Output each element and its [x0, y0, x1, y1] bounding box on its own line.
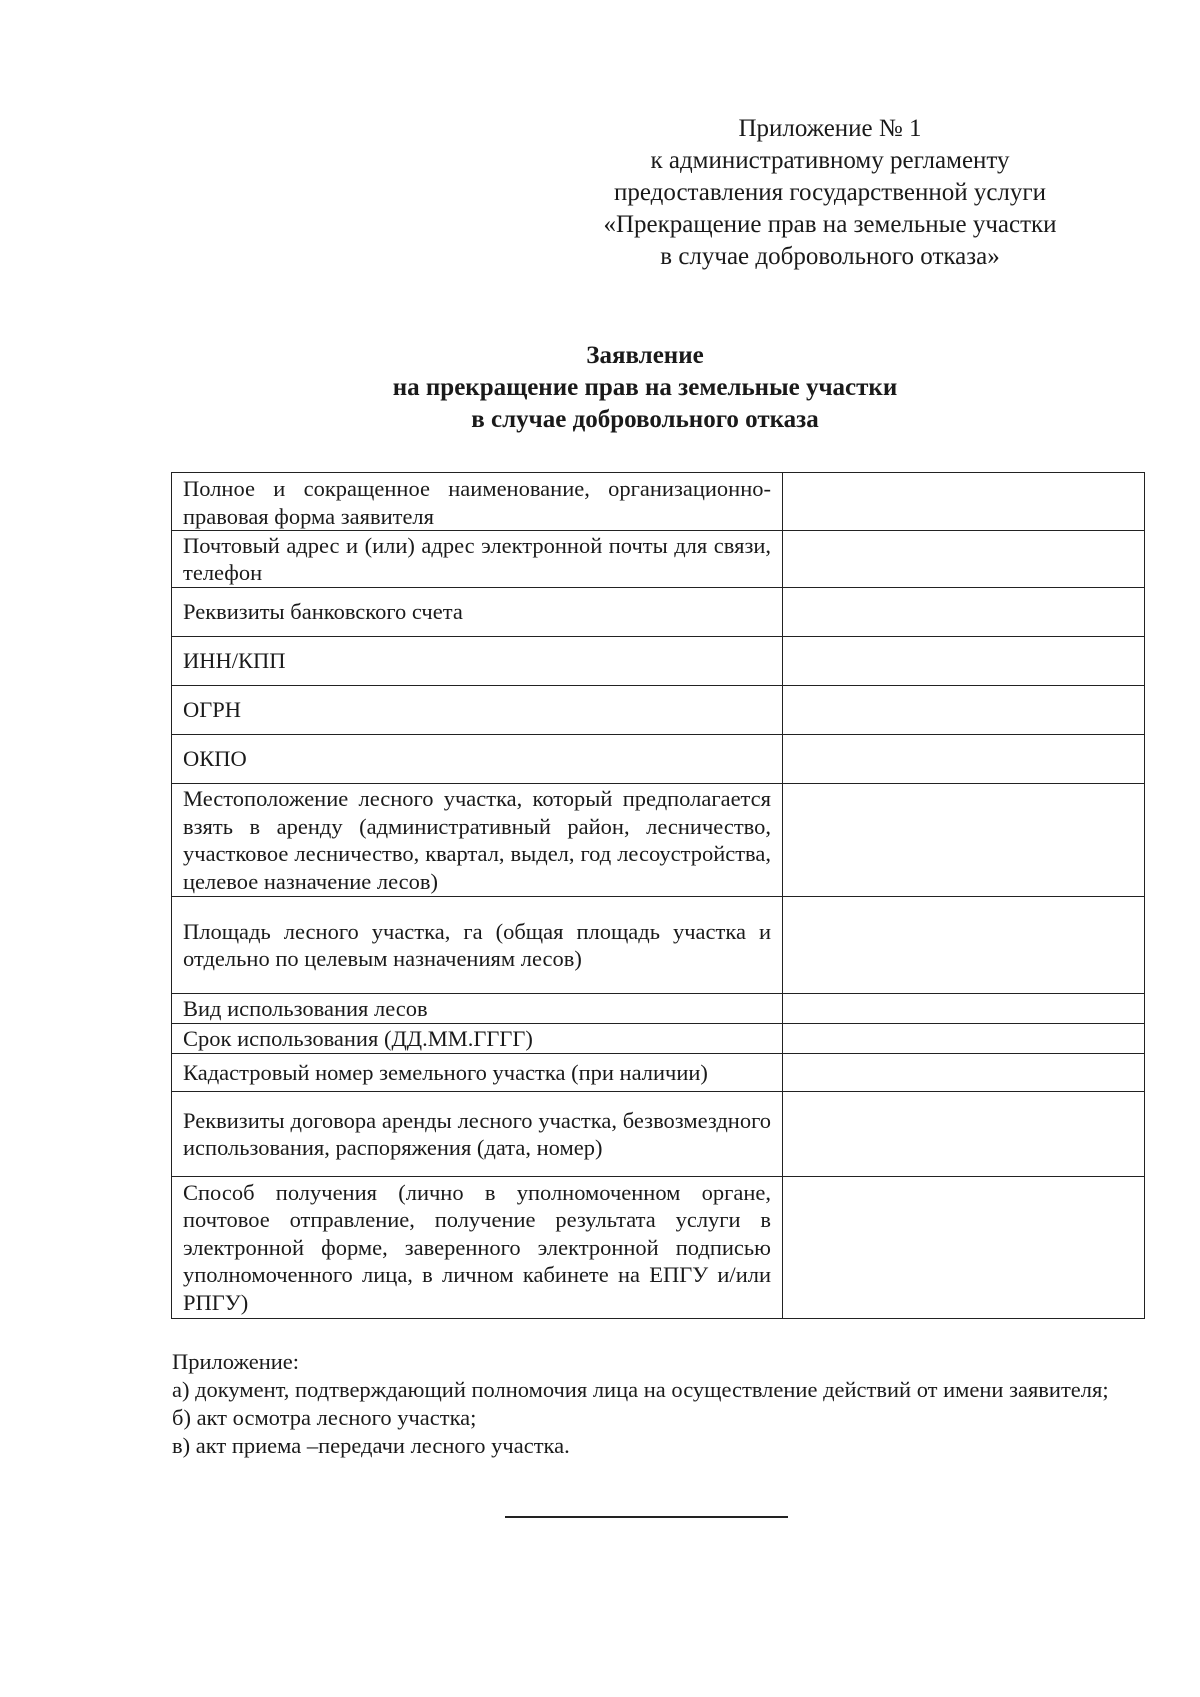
annex-line-2: к административному регламенту	[650, 147, 1010, 174]
form-row-cadastral-number	[172, 1054, 1145, 1092]
form-row-applicant-name	[172, 473, 1145, 531]
form-label: Площадь лесного участка, га (общая площадь участка и отдельно по целевым назначениям лесов)	[172, 897, 783, 994]
form-value-cell[interactable]	[783, 1092, 1145, 1177]
form-row-ogrn	[172, 686, 1145, 735]
form-label: Почтовый адрес и (или) адрес электронной почты для связи, телефон	[172, 531, 783, 588]
form-label: Местоположение лесного участка, который предполагается взять в аренду (административный район, лесничество, участковое лесничество, квартал, выдел, год лесоустройства, целевое назначение лесов)	[172, 784, 783, 897]
form-row-bank-account	[172, 588, 1145, 637]
form-value-cell[interactable]	[783, 637, 1145, 686]
attachments-section	[172, 1348, 1120, 1460]
form-value-cell[interactable]	[783, 1024, 1145, 1054]
attachment-item: а) документ, подтверждающий полномочия лица на осуществление действий от имени заявителя;	[172, 1377, 1109, 1402]
form-label: Кадастровый номер земельного участка (при наличии)	[172, 1054, 783, 1092]
form-row-lease-agreement	[172, 1092, 1145, 1177]
title-line-1: Заявление	[586, 342, 704, 369]
form-label: Вид использования лесов	[172, 994, 783, 1024]
form-value-cell[interactable]	[783, 994, 1145, 1024]
closing-divider-line	[505, 1516, 788, 1518]
annex-line-1: Приложение № 1	[738, 115, 922, 142]
form-value-cell[interactable]	[783, 897, 1145, 994]
annex-line-3: предоставления государственной услуги	[613, 179, 1047, 206]
form-row-forest-use-type	[172, 994, 1145, 1024]
title-line-3: в случае добровольного отказа	[471, 406, 819, 433]
form-label: Срок использования (ДД.ММ.ГГГГ)	[172, 1024, 783, 1054]
form-label: ИНН/КПП	[172, 637, 783, 686]
attachments-heading: Приложение:	[172, 1349, 300, 1374]
form-label: Реквизиты банковского счета	[172, 588, 783, 637]
form-row-forest-plot-area	[172, 897, 1145, 994]
attachment-item: в) акт приема –передачи лесного участка.	[172, 1433, 570, 1458]
document-title	[160, 340, 1130, 436]
form-label: Реквизиты договора аренды лесного участка, безвозмездного использования, распоряжения (дата, номер)	[172, 1092, 783, 1177]
form-value-cell[interactable]	[783, 531, 1145, 588]
form-value-cell[interactable]	[783, 588, 1145, 637]
form-row-receipt-method	[172, 1177, 1145, 1319]
form-row-postal-address	[172, 531, 1145, 588]
form-value-cell[interactable]	[783, 1054, 1145, 1092]
form-value-cell[interactable]	[783, 686, 1145, 735]
annex-header	[540, 113, 1120, 273]
annex-line-4: «Прекращение прав на земельные участки	[603, 211, 1057, 238]
title-line-2: на прекращение прав на земельные участки	[392, 374, 898, 401]
annex-line-5: в случае добровольного отказа»	[660, 243, 1000, 270]
form-value-cell[interactable]	[783, 784, 1145, 897]
form-row-inn-kpp	[172, 637, 1145, 686]
form-value-cell[interactable]	[783, 473, 1145, 531]
form-label: Полное и сокращенное наименование, организационно-правовая форма заявителя	[172, 473, 783, 531]
form-label: ОГРН	[172, 686, 783, 735]
form-row-use-period	[172, 1024, 1145, 1054]
form-label: ОКПО	[172, 735, 783, 784]
attachment-item: б) акт осмотра лесного участка;	[172, 1405, 477, 1430]
form-label: Способ получения (лично в уполномоченном органе, почтовое отправление, получение результата услуги в электронной форме, заверенного электронной подписью уполномоченного лица, в личном кабинете на ЕПГУ и/или РПГУ)	[172, 1177, 783, 1319]
form-row-forest-plot-location	[172, 784, 1145, 897]
form-value-cell[interactable]	[783, 735, 1145, 784]
form-value-cell[interactable]	[783, 1177, 1145, 1319]
application-form-table	[171, 472, 1145, 1319]
form-row-okpo	[172, 735, 1145, 784]
